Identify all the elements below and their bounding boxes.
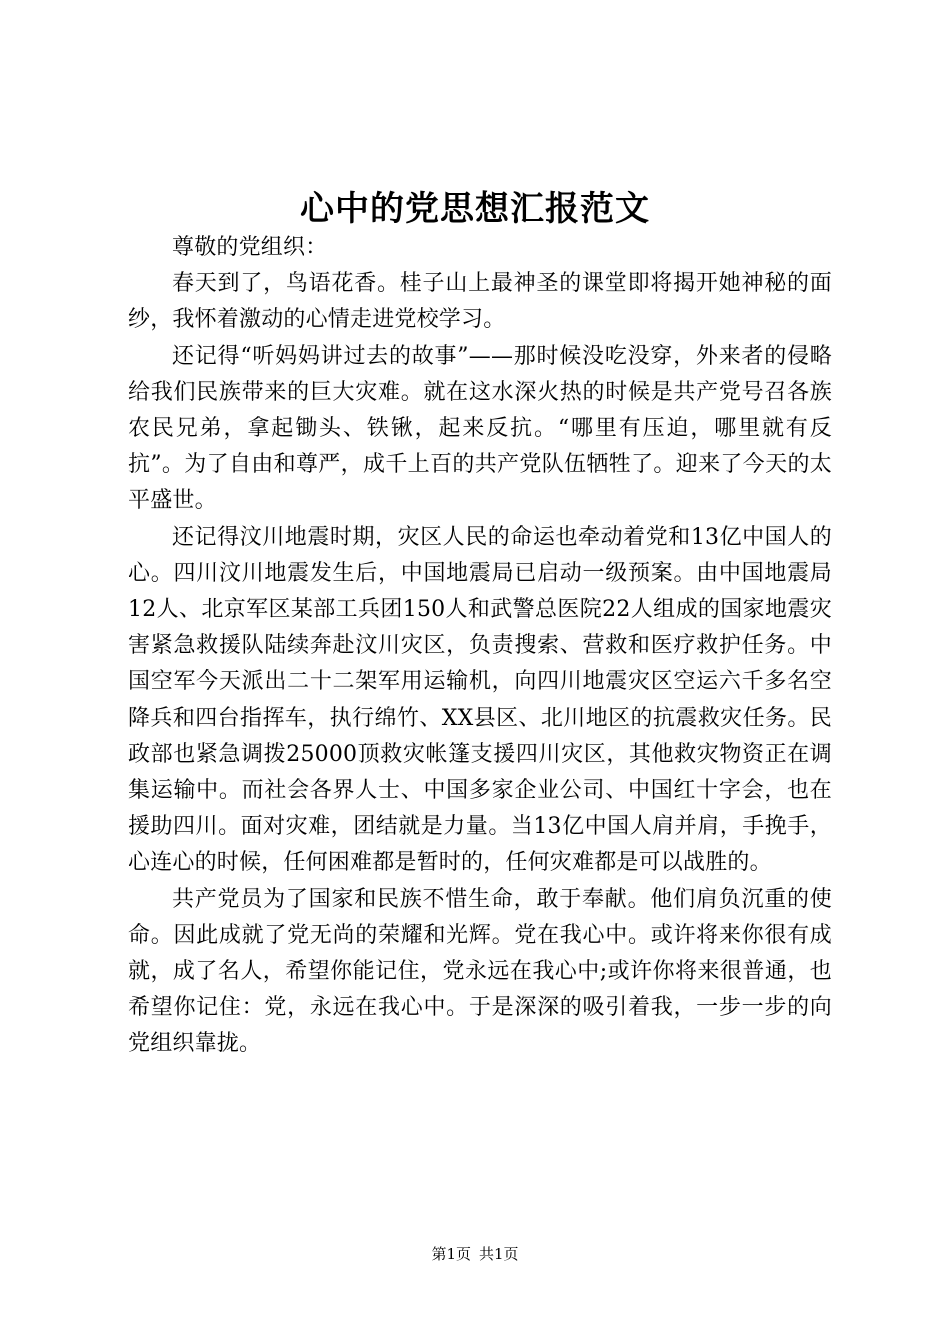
document-body bbox=[128, 230, 832, 1063]
page-number-total: 共1页 bbox=[479, 1245, 519, 1263]
page-footer bbox=[0, 1242, 950, 1266]
paragraph-1: 春天到了，鸟语花香。桂子山上最神圣的课堂即将揭开她神秘的面纱，我怀着激动的心情走进党校学习。 bbox=[128, 271, 832, 333]
salutation: 尊敬的党组织： bbox=[172, 235, 328, 260]
paragraph-3: 还记得汶川地震时期，灾区人民的命运也牵动着党和13亿中国人的心。四川汶川地震发生后，中国地震局已启动一级预案。由中国地震局12人、北京军区某部工兵团150人和武警总医院22人组成的国家地震灾害紧急救援队陆续奔赴汶川灾区，负责搜索、营救和医疗救护任务。中国空军今天派出二十二架军用运输机，向四川地震灾区空运六千多名空降兵和四台指挥车，执行绵竹、XX县区、北川地区的抗震救灾任务。民政部也紧急调拨25000顶救灾帐篷支援四川灾区，其他救灾物资正在调集运输中。而社会各界人士、中国多家企业公司、中国红十字会，也在援助四川。面对灾难，团结就是力量。当13亿中国人肩并肩，手挽手，心连心的时候，任何困难都是暂时的，任何灾难都是可以战胜的。 bbox=[128, 524, 832, 876]
page-number-current: 第1页 bbox=[431, 1245, 471, 1263]
paragraph-2: 还记得“听妈妈讲过去的故事”——那时候没吃没穿，外来者的侵略给我们民族带来的巨大灾难。就在这水深火热的时候是共产党号召各族农民兄弟，拿起锄头、铁锹，起来反抗。“哪里有压迫，哪里就有反抗”。为了自由和尊严，成千上百的共产党队伍牺牲了。迎来了今天的太平盛世。 bbox=[128, 343, 832, 514]
paragraph-4: 共产党员为了国家和民族不惜生命，敢于奉献。他们肩负沉重的使命。因此成就了党无尚的荣耀和光辉。党在我心中。或许将来你很有成就，成了名人，希望你能记住，党永远在我心中;或许你将来很普通，也希望你记住：党，永远在我心中。于是深深的吸引着我，一步一步的向党组织靠拢。 bbox=[128, 886, 832, 1057]
document-title: 心中的党思想汇报范文 bbox=[300, 189, 650, 229]
